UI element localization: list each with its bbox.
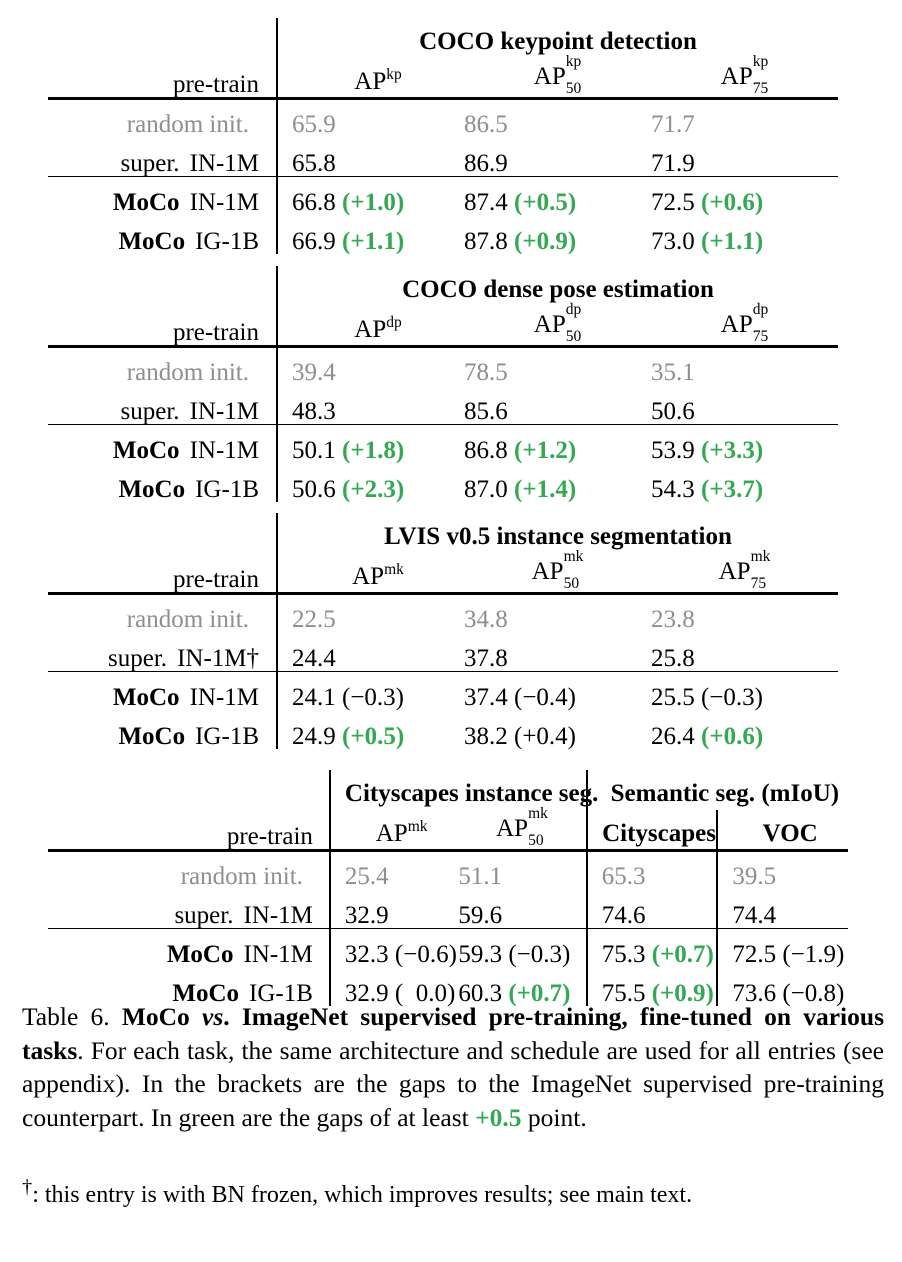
row-cell: 32.3 (−0.6) bbox=[344, 941, 457, 968]
row-cell: 51.1 bbox=[458, 850, 586, 889]
row-cell: 25.5 (−0.3) bbox=[651, 684, 763, 711]
column-header-apmk50: AP mk 50 bbox=[458, 810, 586, 850]
row-cell: 50.6 bbox=[651, 385, 838, 424]
row-cell: 85.6 bbox=[464, 385, 651, 424]
row-cell: 60.3 (+0.7) bbox=[458, 967, 586, 1006]
row-label: random init. bbox=[48, 98, 277, 137]
table-column-header-row bbox=[48, 553, 838, 593]
caption-number: Table 6. bbox=[22, 1002, 110, 1031]
row-cell: 65.9 bbox=[292, 111, 336, 138]
column-header-metric-3: AP dp 75 bbox=[651, 306, 838, 346]
row-cell: 87.0 (+1.4) bbox=[464, 476, 577, 503]
row-label: MoCo IN-1M bbox=[48, 671, 277, 710]
column-header-metric-2: AP dp 50 bbox=[464, 306, 651, 346]
row-cell: 86.5 bbox=[464, 111, 508, 138]
table-row bbox=[48, 215, 838, 254]
row-cell: 71.9 bbox=[651, 137, 838, 176]
column-header-pre-train: pre-train bbox=[48, 553, 277, 593]
row-cell: 86.9 bbox=[464, 137, 651, 176]
row-cell: 73.6 (−0.8) bbox=[732, 980, 845, 1007]
row-cell: 22.5 bbox=[292, 606, 336, 633]
caption-green-threshold: +0.5 bbox=[475, 1102, 522, 1132]
row-label: super. IN-1M† bbox=[48, 632, 277, 671]
row-cell: 24.9 (+0.5) bbox=[292, 723, 405, 750]
table-footnote bbox=[22, 1172, 884, 1210]
column-header-voc: VOC bbox=[717, 810, 848, 850]
row-cell: 50.1 (+1.8) bbox=[292, 437, 405, 464]
column-header-metric-2: AP kp 50 bbox=[464, 58, 651, 98]
row-label: MoCo IG-1B bbox=[48, 710, 277, 749]
row-cell: 25.8 bbox=[651, 632, 838, 671]
table-row bbox=[48, 176, 838, 215]
table-column-header-row bbox=[48, 306, 838, 346]
row-cell: 87.4 (+0.5) bbox=[464, 189, 577, 216]
column-header-pre-train: pre-train bbox=[48, 306, 277, 346]
table-row bbox=[48, 850, 848, 889]
row-cell: 38.2 (+0.4) bbox=[464, 723, 576, 750]
footnote-text: : this entry is with BN frozen, which improves results; see main text. bbox=[32, 1182, 693, 1208]
row-cell: 65.3 bbox=[587, 850, 718, 889]
row-cell: 59.3 (−0.3) bbox=[458, 928, 586, 967]
table-column-header-row bbox=[48, 58, 838, 98]
group-header-spacer bbox=[48, 266, 277, 306]
row-cell: 48.3 bbox=[277, 385, 464, 424]
table-row bbox=[48, 137, 838, 176]
row-cell: 66.8 (+1.0) bbox=[292, 189, 405, 216]
column-header-metric-1: AP mk bbox=[277, 553, 464, 593]
row-cell: 37.4 (−0.4) bbox=[464, 684, 576, 711]
row-cell: 53.9 (+3.3) bbox=[651, 437, 764, 464]
table-row bbox=[48, 385, 838, 424]
row-cell: 78.5 bbox=[464, 359, 508, 386]
group-header-label: COCO dense pose estimation bbox=[402, 276, 714, 303]
table-column-header-row bbox=[48, 810, 848, 850]
table-row bbox=[48, 928, 848, 967]
caption-bold-moco: MoCo bbox=[121, 1002, 203, 1031]
table-row bbox=[48, 632, 838, 671]
row-cell: 74.6 bbox=[587, 889, 718, 928]
table-row bbox=[48, 593, 838, 632]
table-row bbox=[48, 710, 838, 749]
group-header-label: COCO keypoint detection bbox=[419, 28, 697, 55]
row-cell: 25.4 bbox=[344, 863, 389, 890]
row-cell: 74.4 bbox=[717, 889, 848, 928]
group-header-label: LVIS v0.5 instance segmentation bbox=[384, 523, 732, 550]
table-row bbox=[48, 424, 838, 463]
table-row bbox=[48, 98, 838, 137]
row-cell: 32.9 ( 0.0) bbox=[344, 980, 456, 1007]
row-label: MoCo IN-1M bbox=[48, 928, 330, 967]
row-label: MoCo IN-1M bbox=[48, 424, 277, 463]
row-cell: 37.8 bbox=[464, 632, 651, 671]
row-label: super. IN-1M bbox=[48, 385, 277, 424]
column-header-metric-1: AP kp bbox=[277, 58, 464, 98]
row-label: super. IN-1M bbox=[48, 889, 330, 928]
row-cell: 26.4 (+0.6) bbox=[651, 723, 764, 750]
caption-body-end: point. bbox=[521, 1102, 587, 1132]
column-header-metric-2: AP mk 50 bbox=[464, 553, 651, 593]
group-header-spacer bbox=[48, 18, 277, 58]
row-cell: 72.5 (−1.9) bbox=[732, 941, 845, 968]
dagger-marker: † bbox=[22, 1176, 33, 1198]
row-label: MoCo IG-1B bbox=[48, 215, 277, 254]
row-cell: 32.9 bbox=[330, 889, 458, 928]
column-header-metric-1: AP dp bbox=[277, 306, 464, 346]
table-row bbox=[48, 346, 838, 385]
caption-italic-vs: vs bbox=[202, 1002, 224, 1031]
row-cell: 39.4 bbox=[292, 359, 336, 386]
row-cell: 24.1 (−0.3) bbox=[292, 684, 404, 711]
row-cell: 23.8 bbox=[651, 606, 695, 633]
table-group-header-row bbox=[48, 513, 838, 553]
row-cell: 59.6 bbox=[458, 889, 586, 928]
row-label: random init. bbox=[48, 850, 330, 889]
row-cell: 75.5 (+0.9) bbox=[587, 967, 718, 1006]
row-cell: 24.4 bbox=[277, 632, 464, 671]
table-row bbox=[48, 671, 838, 710]
table-row bbox=[48, 889, 848, 928]
row-label: MoCo IG-1B bbox=[48, 463, 277, 502]
caption-bold-rest: . ImageNet supervised pre-training, fine-tuned on various tasks bbox=[22, 1002, 884, 1065]
row-cell: 50.6 (+2.3) bbox=[292, 476, 405, 503]
column-header-metric-3: AP kp 75 bbox=[651, 58, 838, 98]
row-cell: 54.3 (+3.7) bbox=[651, 476, 764, 503]
table-coco-densepose bbox=[48, 266, 838, 502]
group-header-spacer bbox=[48, 513, 277, 553]
row-cell: 34.8 bbox=[464, 606, 508, 633]
row-label: MoCo IN-1M bbox=[48, 176, 277, 215]
group-header-spacer bbox=[48, 770, 330, 810]
table-coco-keypoint bbox=[48, 18, 838, 254]
row-cell: 39.5 bbox=[732, 863, 777, 890]
row-cell: 71.7 bbox=[651, 111, 695, 138]
column-header-pre-train: pre-train bbox=[48, 810, 330, 850]
row-label: random init. bbox=[48, 593, 277, 632]
row-cell: 73.0 (+1.1) bbox=[651, 228, 764, 255]
row-cell: 35.1 bbox=[651, 359, 695, 386]
column-header-cityscapes: Cityscapes bbox=[587, 810, 718, 850]
table-row bbox=[48, 463, 838, 502]
row-label: MoCo IG-1B bbox=[48, 967, 330, 1006]
table-lvis-instance-seg bbox=[48, 513, 838, 749]
table-cityscapes-semantic bbox=[48, 770, 848, 1006]
row-cell: 86.8 (+1.2) bbox=[464, 437, 577, 464]
table-group-header-row bbox=[48, 18, 838, 58]
column-header-pre-train: pre-train bbox=[48, 58, 277, 98]
table-group-header-row bbox=[48, 770, 848, 810]
caption-body: . For each task, the same architecture and schedule are used for all entries (see appendix). In the brackets are the gaps to the ImageNet supervised pre-training counterpart. In green are the gaps of at least bbox=[22, 1035, 884, 1132]
row-cell: 72.5 (+0.6) bbox=[651, 189, 764, 216]
table-caption bbox=[22, 1000, 884, 1134]
row-label: super. IN-1M bbox=[48, 137, 277, 176]
table-group-header-row bbox=[48, 266, 838, 306]
row-cell: 65.8 bbox=[277, 137, 464, 176]
row-label: random init. bbox=[48, 346, 277, 385]
group-header-semantic-seg: Semantic seg. (mIoU) bbox=[610, 780, 840, 807]
row-cell: 87.8 (+0.9) bbox=[464, 228, 577, 255]
group-header-cityscapes-inst: Cityscapes instance seg. bbox=[330, 770, 587, 810]
row-cell: 66.9 (+1.1) bbox=[292, 228, 405, 255]
row-cell: 75.3 (+0.7) bbox=[587, 928, 718, 967]
column-header-apmk: AP mk bbox=[330, 810, 458, 850]
column-header-metric-3: AP mk 75 bbox=[651, 553, 838, 593]
